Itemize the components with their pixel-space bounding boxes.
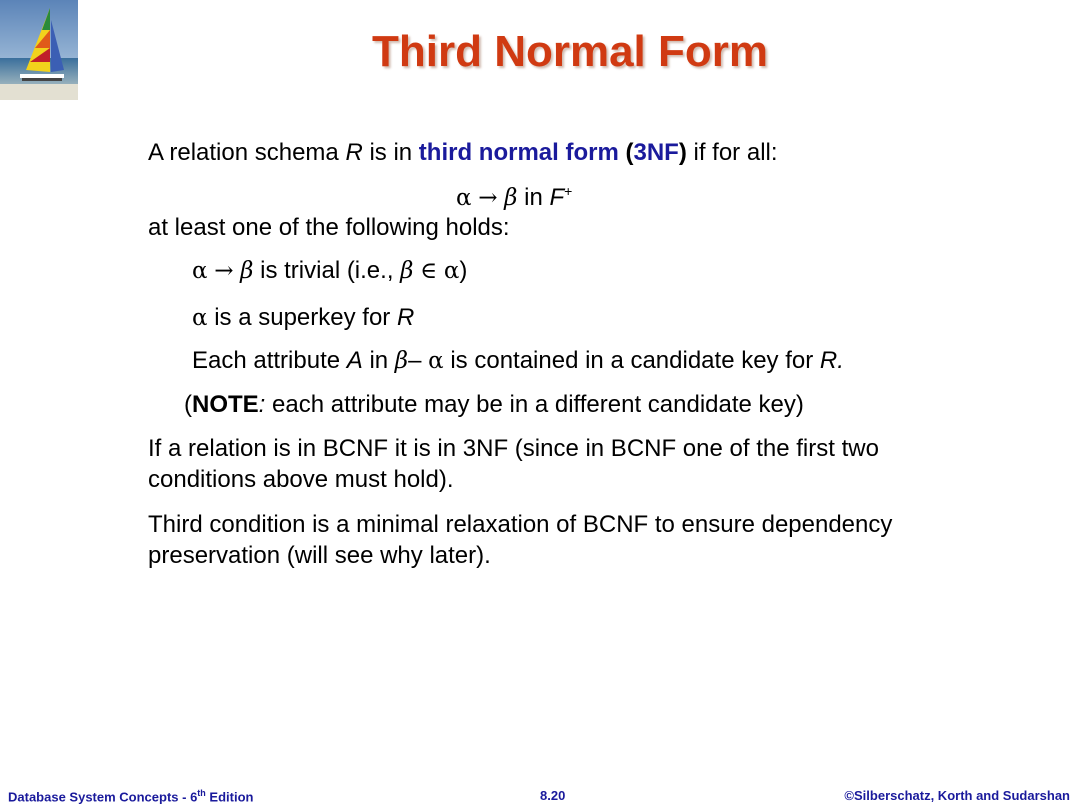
footer-page-number: 8.20 [540, 788, 566, 803]
slide-title: Third Normal Form [371, 27, 769, 76]
footer-book-title: Database System Concepts - 6th Edition [8, 788, 254, 805]
condition-trivial: α → β is trivial (i.e., β ∈ α) [192, 257, 468, 284]
relaxation-paragraph-line-2: preservation (will see why later). [148, 542, 491, 569]
relaxation-paragraph-line-1: Third condition is a minimal relaxation of BCNF to ensure dependency [148, 511, 893, 538]
functional-dependency-line: α → β in F+ [456, 183, 573, 211]
following-holds-line: at least one of the following holds: [148, 214, 510, 241]
note-line: (NOTE: each attribute may be in a different candidate key) [184, 391, 804, 418]
bcnf-paragraph-line-2: conditions above must hold). [148, 466, 454, 493]
definition-line: A relation schema R is in third normal form (3NF) if for all: [148, 139, 778, 166]
bcnf-paragraph-line-1: If a relation is in BCNF it is in 3NF (since in BCNF one of the first two [148, 435, 879, 462]
footer-copyright: ©Silberschatz, Korth and Sudarshan [844, 788, 1070, 803]
condition-superkey: α is a superkey for R [192, 304, 415, 331]
condition-candidate-key: Each attribute A in β– α is contained in a candidate key for R. [192, 347, 844, 374]
